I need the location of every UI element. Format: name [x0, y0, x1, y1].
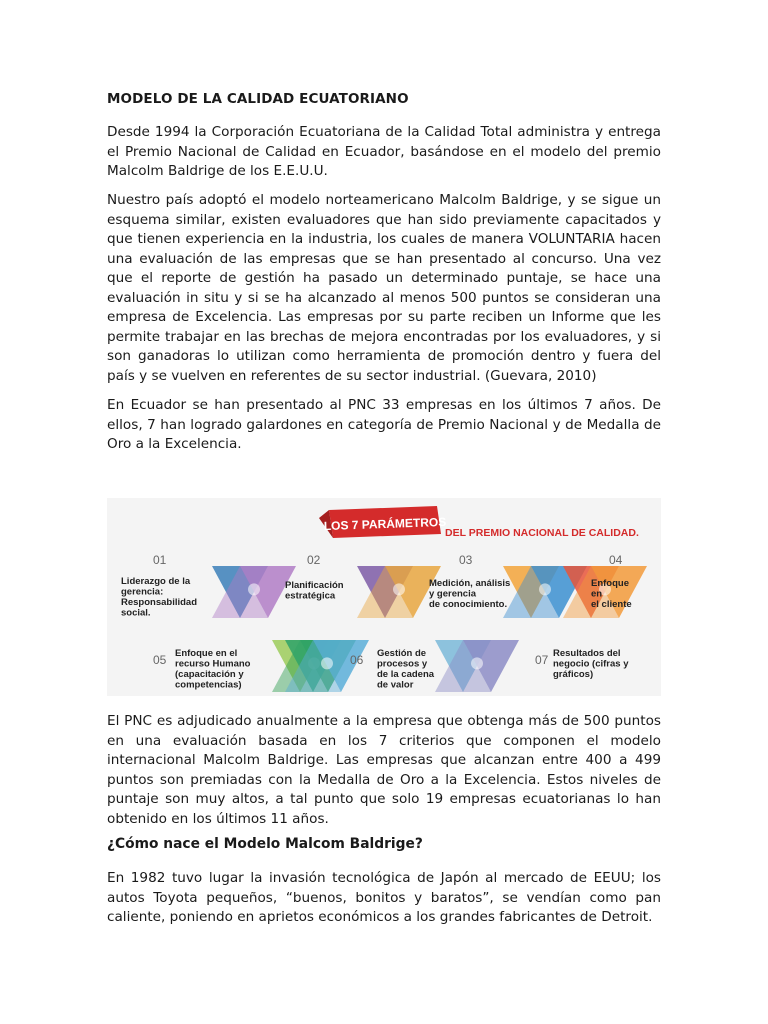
parameter-03	[429, 553, 587, 618]
parameter-number: 04	[609, 553, 623, 567]
parameter-label-line: de la cadena	[377, 669, 435, 680]
paragraph-3: En Ecuador se han presentado al PNC 33 empresas en los últimos 7 años. De ellos, 7 han logrado galardones en categoría de Premio Nacional y de Medalla de Oro a la Excelencia.	[107, 397, 661, 452]
parameter-label-line: Responsabilidad	[121, 597, 198, 608]
parameter-label-line: Resultados del	[553, 648, 621, 659]
parameter-label-line: Liderazgo de la	[121, 576, 191, 587]
parameter-label-line: gerencia:	[121, 586, 164, 598]
parameter-number: 01	[153, 553, 167, 567]
banner-title: LOS 7 PARÁMETROS	[323, 514, 447, 534]
parameter-label-line: de conocimiento.	[429, 599, 508, 610]
paragraph-2: Nuestro país adoptó el modelo norteamericano Malcolm Baldrige, y se sigue un esquema similar, existen evaluadores que han sido previamente capacitados y que tienen experiencia en la industria, los cuales de manera VOLUNTARIA hacen una evaluación de las empresas que se han presentado al concurso. Una vez que el reporte de gestión ha pasado un determinado puntaje, se hace una evaluación in situ y si se ha alcanzado al menos 500 puntos se consideran una empresa de Excelencia. Las empresas por su parte reciben un Informe que les permite trabajar en las brechas de mejora encontradas por los evaluadores, y si son ganadoras lo utilizan como herramienta de promoción dentro y fuera del país y se vuelven en referentes de su sector industrial. (Guevara, 2010)	[107, 192, 661, 384]
parameter-label-line: estratégica	[285, 590, 336, 602]
page-title: MODELO DE LA CALIDAD ECUATORIANO	[107, 91, 409, 107]
paragraph-5: En 1982 tuvo lugar la invasión tecnológica de Japón al mercado de EEUU; los autos Toyota pequeños, “buenos, bonitos y baratos”, se vendían como pan caliente, poniendo en aprietos económicos a los grandes fabricantes de Detroit.	[107, 870, 661, 925]
parameter-label-line: negocio (cifras y	[553, 658, 629, 670]
person-icon	[248, 583, 260, 595]
paragraph-1: Desde 1994 la Corporación Ecuatoriana de la Calidad Total administra y entrega el Premio Nacional de Calidad en Ecuador, basándose en el modelo del premio Malcolm Baldrige de los E.E.U.U.	[107, 124, 661, 179]
section-heading: ¿Cómo nace el Modelo Malcom Baldrige?	[107, 836, 423, 852]
parameter-label-line: recurso Humano	[175, 658, 251, 670]
parameter-number: 05	[153, 653, 167, 667]
person-icon	[393, 583, 405, 595]
person-icon	[471, 657, 483, 669]
parameter-label-line: social.	[121, 607, 151, 619]
infographic-7-parameters	[107, 498, 661, 696]
parameter-number: 03	[459, 553, 473, 567]
parameter-label-line: (capacitación y	[175, 669, 244, 680]
parameter-label-line: Gestión de	[377, 648, 427, 659]
parameter-label-line: Enfoque en el	[175, 648, 238, 659]
paragraph-4: El PNC es adjudicado anualmente a la empresa que obtenga más de 500 puntos en una evaluación basada en los 7 criterios que componen el modelo internacional Malcolm Baldrige. Las empresas que alcanzan entre 400 a 499 puntos son premiadas con la Medalla de Oro a la Excelencia. Estos niveles de puntaje son muy altos, a tal punto que solo 19 empresas ecuatorianas lo han obtenido en los últimos 11 años.	[107, 713, 661, 827]
parameter-06	[285, 640, 435, 692]
parameter-label-line: gráficos)	[553, 669, 594, 680]
banner	[319, 506, 639, 539]
parameter-label-line: el cliente	[591, 599, 632, 610]
parameter-07	[435, 640, 629, 692]
parameter-label-line: y gerencia	[429, 588, 476, 600]
parameter-01	[121, 553, 296, 619]
parameter-02	[285, 553, 441, 618]
parameter-label-line: de valor	[377, 679, 414, 691]
parameter-label-line: competencias)	[175, 679, 242, 691]
parameter-number: 02	[307, 553, 321, 567]
parameter-number: 07	[535, 653, 549, 667]
banner-subtitle: DEL PREMIO NACIONAL DE CALIDAD.	[445, 527, 639, 539]
parameter-label-line: Planificación	[285, 580, 344, 591]
parameter-label-line: Enfoque	[591, 578, 629, 589]
parameter-label-line: Medición, análisis	[429, 578, 511, 589]
parameter-label-line: en	[591, 588, 603, 600]
parameter-label-line: procesos y	[377, 658, 428, 670]
person-icon	[539, 583, 551, 595]
parameter-04	[563, 553, 647, 618]
parameter-number: 06	[350, 653, 364, 667]
person-icon	[321, 657, 333, 669]
